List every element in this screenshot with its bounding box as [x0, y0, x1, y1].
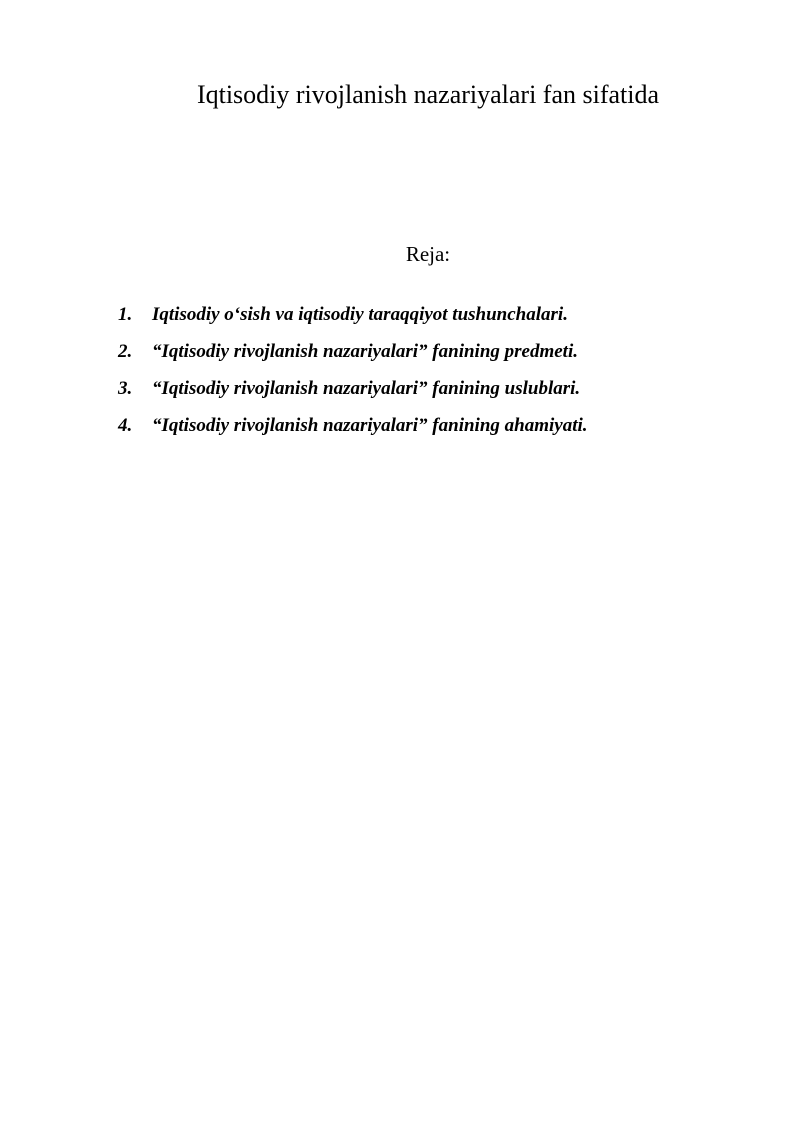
plan-item-text: “Iqtisodiy rivojlanish nazariyalari” fanining ahamiyati. — [152, 415, 588, 436]
document-title: Iqtisodiy rivojlanish nazariyalari fan sifatida — [196, 80, 660, 109]
plan-item-3 — [118, 375, 758, 412]
plan-heading: Reja: — [405, 242, 451, 266]
plan-item-text: “Iqtisodiy rivojlanish nazariyalari” fanining uslublari. — [152, 378, 581, 399]
plan-item-2 — [118, 338, 758, 375]
plan-list — [118, 301, 758, 449]
plan-item-text: “Iqtisodiy rivojlanish nazariyalari” fanining predmeti. — [152, 341, 578, 362]
plan-item-number: 3. — [118, 378, 133, 399]
plan-item-text: Iqtisodiy o‘sish va iqtisodiy taraqqiyot tushunchalari. — [152, 304, 568, 325]
plan-item-1 — [118, 301, 758, 338]
plan-item-number: 2. — [118, 341, 133, 362]
plan-item-number: 4. — [118, 415, 133, 436]
plan-item-number: 1. — [118, 304, 133, 325]
plan-item-4 — [118, 412, 758, 449]
